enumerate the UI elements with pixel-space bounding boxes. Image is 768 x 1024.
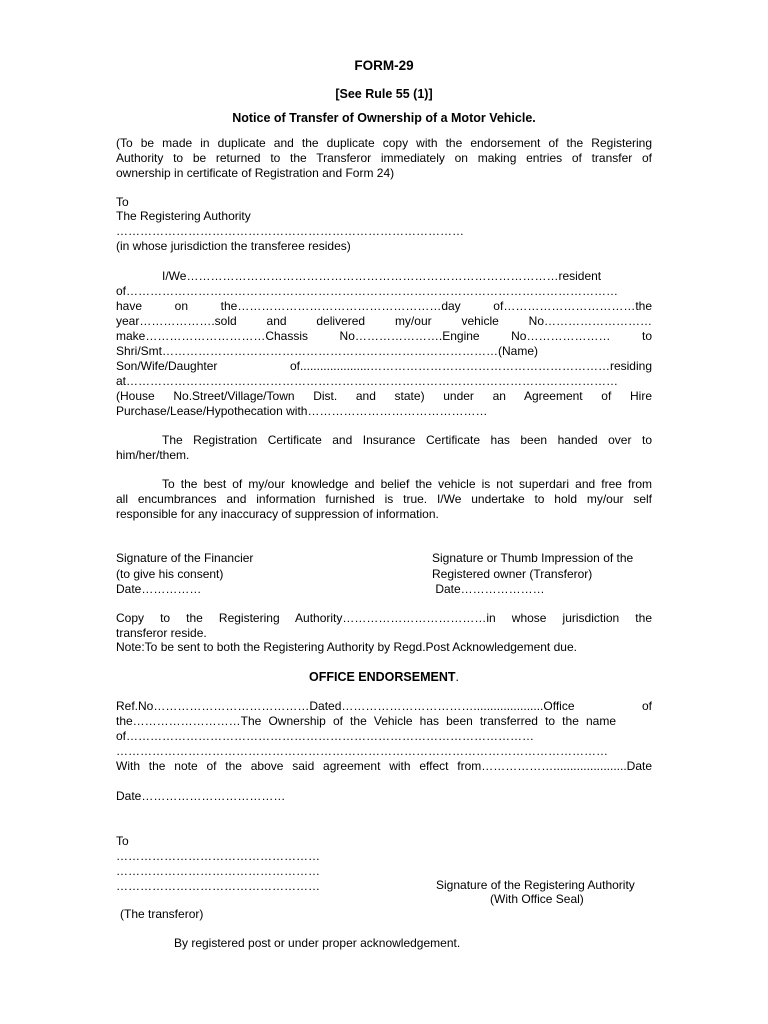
footer-dots-3: …………………………………………… <box>116 879 320 893</box>
body-line-5: make…………………………Chassis No………………….Engine No………………… to <box>116 329 652 343</box>
body-line-3: have on the……………………………………………day of……………………………the <box>116 299 652 313</box>
body-line-6: Shri/Smt…………………………………………………………………………(Name) <box>116 344 539 358</box>
knowledge-line-1: To the best of my/our knowledge and belief the vehicle is not superdari and free from <box>162 477 652 491</box>
address-to: To <box>116 195 129 209</box>
copy-line-1: Copy to the Registering Authority………………………………in whose jurisdiction the <box>116 611 652 625</box>
footer-to: To <box>116 834 129 848</box>
financier-consent: (to give his consent) <box>116 567 224 581</box>
office-heading-period: . <box>455 670 460 684</box>
transferor-label: (The transferor) <box>120 907 204 921</box>
financier-date: Date…………… <box>116 582 202 596</box>
knowledge-line-3: responsible for any inaccuracy of suppression of information. <box>116 507 439 521</box>
owner-signature: Signature or Thumb Impression of the <box>432 551 634 565</box>
office-seal: (With Office Seal) <box>490 892 584 906</box>
copy-line-2: transferor reside. <box>116 626 207 640</box>
body-line-8: at…………………………………………………………………………………………………………… <box>116 374 619 388</box>
intro-line-2: Authority to be returned to the Transferor immediately on making entries of transfer of <box>116 151 652 165</box>
post-note: By registered post or under proper acknowledgement. <box>174 936 461 950</box>
knowledge-line-2: all encumbrances and information furnished is true. I/We undertake to hold my/our self <box>116 492 652 506</box>
copy-note: Note:To be sent to both the Registering Authority by Regd.Post Acknowledgement due. <box>116 640 577 654</box>
body-line-2: of…………………………………………………………………………………………………………… <box>116 284 619 298</box>
certificate-line-1: The Registration Certificate and Insurance Certificate has been handed over to <box>162 433 652 447</box>
office-line-2: the………………………The Ownership of the Vehicle has been transferred to the name <box>116 714 616 728</box>
owner-registered: Registered owner (Transferor) <box>432 567 593 581</box>
financier-signature: Signature of the Financier <box>116 551 254 565</box>
office-line-3: of………………………………………………………………………………………… <box>116 729 535 743</box>
intro-line-1: (To be made in duplicate and the duplicate copy with the endorsement of the Registering <box>116 136 652 150</box>
footer-dots-2: …………………………………………… <box>116 864 320 878</box>
intro-line-3: ownership in certificate of Registration and Form 24) <box>116 166 395 180</box>
certificate-line-2: him/her/them. <box>116 448 190 462</box>
address-jurisdiction: (in whose jurisdiction the transferee resides) <box>116 239 351 253</box>
rule-reference: [See Rule 55 (1)] <box>335 87 433 101</box>
body-line-4: year……………….sold and delivered my/our vehicle No……………………… <box>116 314 652 328</box>
office-line-1: Ref.No…………………………………Dated…………………………….....................Office of <box>116 699 652 713</box>
office-heading-text: OFFICE ENDORSEMENT <box>308 670 456 684</box>
form-number: FORM-29 <box>354 58 414 73</box>
office-endorsement-heading <box>0 670 768 685</box>
footer-dots-1: …………………………………………… <box>116 849 320 863</box>
owner-date: Date………………… <box>432 582 545 596</box>
office-line-4: …………………………………………………………………………………………………………… <box>116 744 608 758</box>
address-dots: …………………………………………………………………………… <box>116 224 464 238</box>
address-authority: The Registering Authority <box>116 209 251 223</box>
office-line-5: With the note of the above said agreement with effect from………………......................Date <box>116 759 652 773</box>
body-line-1: I/We…………………………………………………………………………………resident <box>162 269 602 283</box>
authority-signature: Signature of the Registering Authority <box>436 878 635 892</box>
body-line-7: Son/Wife/Daughter of.....................……………………………………………………residing <box>116 359 652 373</box>
body-line-9: (House No.Street/Village/Town Dist. and state) under an Agreement of Hire <box>116 389 652 403</box>
form-title: Notice of Transfer of Ownership of a Motor Vehicle. <box>232 111 536 125</box>
body-line-10: Purchase/Lease/Hypothecation with……………………………………… <box>116 404 488 418</box>
office-date: Date……………………………… <box>116 789 286 803</box>
